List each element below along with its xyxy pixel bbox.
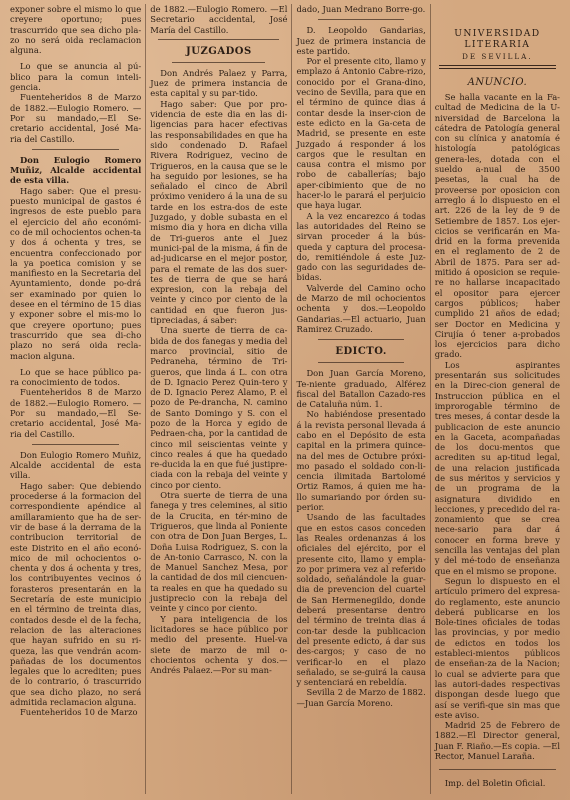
- divider: [32, 444, 119, 445]
- column-1: [6, 4, 145, 794]
- col2-paragraph-3: Otra suerte de tierra de una fanega y tres celemines, al sitio de la Crucita, en tér-mino de Trigueros, que linda al Poniente con otra de Don Juan Berges, L. Doña Luisa Rodriguez, S. con la de An-tonio Carrasco, N. con la de Manuel Sanchez Mesa, por la cantidad de dos mil ciencuen-ta reales en que ha quedado su justiprecio con la rebaja del veinte y cinco por ciento.: [150, 490, 288, 614]
- col3-paragraph-2: A la vez encarezco á todas las autoridades del Reino se sirvan proceder á la bús-queda y captura del procesa-do, remitiéndole á este Juz-gado con las seguridades de-bidas.: [296, 210, 426, 283]
- col1-mayor-header-1: Don Eulogio Romero Muñiz, Alcalde accidental de esta villa.: [10, 154, 142, 186]
- col2-signature-1: de 1882.—Eulogio Romero. —El Secretario accidental, José María del Castillo.: [150, 4, 288, 35]
- column-3: [292, 4, 429, 794]
- col4-paragraph-2: Los aspirantes presentarán sus solicitudes en la Direc-cion general de Instruccion pública en el improrogable término de tres meses, á contar desde la publicacion de este anuncio en la Gaceta, acompañadas de los docu-mentos que acrediten su ap-titud legal, de una relacion justificada de sus méritos y servicios y de un programa de la asignatura dividido en lecciones, y precedido del ra-zonamiento que se crea nece-sario para dar á conocer en forma breve y sencilla las ventajas del plan y del mé-todo de enseñanza que en el mismo se propone.: [434, 359, 561, 576]
- col3-paragraph-4: Usando de las facultades que en estos casos conceden las Reales ordenanzas á los oficiales del ejército, por el presente cito, llamo y empla-zo por primera vez al referido soldado, señalándole la guar-dia de prevencion del cuartel de San Hermenegildo, donde deberá presentarse dentro del término de treinta dias á con-tar desde la publicacion del presente edicto, á dar sus des-cargos; y caso de no verificar-lo en el plazo señalado, se se-guirá la causa y sentenciará en rebeldía.: [296, 512, 426, 688]
- col4-paragraph-1: Se halla vacante en la Fa-cultad de Medicina de la U-niversidad de Barcelona la cátedra de Patología general con su clínica y anatomía é histología patológicas genera-les, dotada con el sueldo a-nual de 3500 pesetas, la cual ha de proveerse por oposicion con arreglo á lo dispuesto en el art. 226 de la ley de 9 de Setiembre de 1857. Los ejer-cicios se verificarán en Ma-drid en la forma prevenida en el reglamento de 2 de Abril de 1875. Para ser ad-mitido á oposicion se requie-re no hallarse incapacitado el opositor para ejercer cargos públicos; haber cumplido 21 años de edad; ser Doctor en Medicina y Cirujía ó tener a-probados los ejercicios para dicho grado.: [434, 92, 561, 360]
- col1-mayor-header-2: Don Eulogio Romero Muñiz, Alcalde accidental de esta villa.: [10, 449, 142, 481]
- printer-footer: Imp. del Boletin Oficial.: [444, 778, 546, 789]
- divider: [32, 149, 119, 150]
- double-rule: [439, 65, 556, 69]
- divider: [318, 339, 403, 340]
- divider: [439, 769, 556, 770]
- col1-paragraph-4: Lo que se hace público pa-ra conocimiento de todos.: [10, 366, 142, 388]
- section-heading-juzgados: JUZGADOS: [186, 45, 252, 57]
- col2-paragraph-2: Una suerte de tierra de ca-bida de dos fanegas y media del marco provincial, sitio de Pedraneha, término de Tri-gueros, que linda á L. con otra de D. Ignacio Perez Quin-tero y de D. Ignacio Perez Alamo, P. el pozo de Pe-drancha, N. camino de Santo Domingo y S. con el pozo de la Horca y egido de Pedraen-cha, por la cantidad de cinco mil seiscientas veinte y cinco reales á que ha quedado re-ducida la en que fué justipre-ciada con la rebaja del veinte y cinco por ciento.: [150, 325, 288, 490]
- col2-paragraph-1: Hago saber: Que por pro-videncia de este dia en las di-ligencias para hacer efectivas las responsabilidades en que ha sido condenado D. Rafael Rivera Rodriguez, vecino de Trigueros, en la causa que se le ha seguido por lesiones, se ha señalado el cinco de Abril próximo venidero á la una de su tarde en los estra-dos de este Juzgado, y doble subasta en el mismo dia y hora en dicha villa de Tri-gueros ante el Juez munici-pal de la misma, á fin de ad-judicarse en el mejor postor, para el remate de las dos suer-tes de tierra de que se hará expresion, con la rebaja del veinte y cinco por ciento de la cantidad en que fueron jus-tipreciadas, á saber:: [150, 98, 288, 326]
- col3-signature-1: dado, Juan Medrano Borre-go.: [296, 4, 426, 14]
- col3-signature-2: Valverde del Camino ocho de Marzo de mil ochocientos ochenta y dos.—Leopoldo Gandarias.—El actuario, Juan Ramirez Cruzado.: [296, 282, 426, 334]
- column-container: [6, 4, 564, 794]
- section-heading-edicto: EDICTO.: [335, 346, 387, 358]
- divider: [318, 362, 403, 363]
- col3-paragraph-1: Por el presente cito, llamo y emplazo á Antonio Cabre-rizo, conocido por el Grana-dino, vecino de Sevilla, para que en el término de quince dias á contar desde la inser-cion de este edicto en la Ga-ceta de Madrid, se presente en este Juzgado á responder á los cargos que le resultan en causa contra el mismo por robo de caballerías; bajo aper-cibimiento que de no hacer-lo le parará el perjuicio que haya lugar.: [296, 56, 426, 211]
- university-title: UNIVERSIDAD LITERARIA: [454, 28, 541, 50]
- col1-paragraph-3: Hago saber: Que el presu-puesto municipal de gastos é ingresos de este pueblo para el ejercicio del año económi-co de mil ochocientos ochen-ta y dos á ochenta y tres, se encuentra confeccionado por la ya poetica comision y se manifiesto en la Secretaria del Ayuntamiento, donde po-drá ser examinado por quien lo desee en el término de 15 dias y exponer sobre el mis-mo lo que creyere oportuno; pues trascurrido que sea di-cho plazo no será oida recla-macion alguna.: [10, 185, 142, 361]
- col3-judge-header: D. Leopoldo Gandarias, Juez de primera instancia de este partido.: [296, 25, 426, 56]
- col3-officer-header: Don Juan García Moreno, Te-niente graduado, Alférez fiscal del Batallon Cazado-res de Cataluña núm. 1.: [296, 368, 426, 410]
- divider: [318, 19, 403, 20]
- col1-paragraph-1: exponer sobre el mismo lo que creyere oportuno; pues trascurrido que sea dicho pla-zo no será oida reclamacion alguna.: [10, 4, 142, 56]
- col4-signature: Madrid 25 de Febrero de 1882.—El Director general, Juan F. Riaño.—Es copia. —El Rector, Manuel Laraña.: [434, 720, 561, 761]
- column-2: [146, 4, 291, 794]
- col2-judge-header: Don Andrés Palaez y Parra, Juez de primera instancia de esta capital y su par-tido.: [150, 67, 288, 99]
- divider: [158, 39, 279, 40]
- col3-signature-3: Sevilla 2 de Marzo de 1882. —Juan García Moreno.: [296, 687, 426, 708]
- col1-signature-1: Fuenteheridos 8 de Marzo de 1882.—Eulogio Romero. —Por su mandado,—El Se-cretario accidental, José Ma-ria del Castillo.: [10, 92, 142, 144]
- col1-signature-2: Fuenteheridos 8 de Marzo de 1882.—Eulogio Romero. —Por su mandado,—El Se-cretario accidental, José Ma-ria del Castillo.: [10, 387, 142, 439]
- divider: [172, 62, 265, 63]
- col3-paragraph-3: No habiéndose presentado á la revista personal llevada á cabo en el Depósito de esta capital en la primera quince-na del mes de Octubre próxi-mo pasado el soldado con-li-cencia ilimitada Bartolomé Ortiz Ramos, á quien me ha-llo sumariando por órden su-perior.: [296, 409, 426, 513]
- col1-paragraph-6: Fuenteheridos 10 de Marzo: [20, 707, 138, 718]
- col1-paragraph-5: Hago saber: Que debiendo procederse á la formacion del correspondiente apéndice al amillaramiento que ha de ser-vir de base á la derrama de la contribucion territorial de este Distrito en el año econó-mico de mil ochocientos o-chenta y dos á ochenta y tres, los contribuyentes vecinos ó forasteros presentarán en la Secretaría de este municipio en el término de treinta dias, contados desde el de la fecha, relacion de las alteraciones que hayan sufrido en su ri-queza, las que vendrán acom-pañadas de los documentos legales que lo acrediten; pues de lo contrario, ó trascurrido que sea dicho plazo, no será admitida reclamacion alguna.: [10, 480, 142, 707]
- column-4: [431, 4, 564, 794]
- col1-paragraph-2: Lo que se anuncia al pú-blico para la comun inteli-gencia.: [10, 61, 142, 93]
- col4-paragraph-3: Segun lo dispuesto en el artículo primero del expresa-do reglamento, este anuncio deberá publicarse en los Bole-tines oficiales de todas las provincias, y por medio de edictos en todos los estableci-mientos públicos de enseñan-za de la Nacion; lo cual se advierte para que las autori-dades respectivas dispongan desde luego que así se verifi-que sin mas que este aviso.: [434, 575, 561, 720]
- col2-paragraph-4: Y para inteligencia de los licitadores se hace público por medio del presente. Huel-va siete de marzo de mil o-chocientos ochenta y dos.— Andrés Palaez.—Por su man-: [150, 613, 288, 676]
- university-subtitle: DE SEVILLA.: [462, 52, 533, 61]
- section-heading-anuncio: ANUNCIO.: [467, 77, 528, 88]
